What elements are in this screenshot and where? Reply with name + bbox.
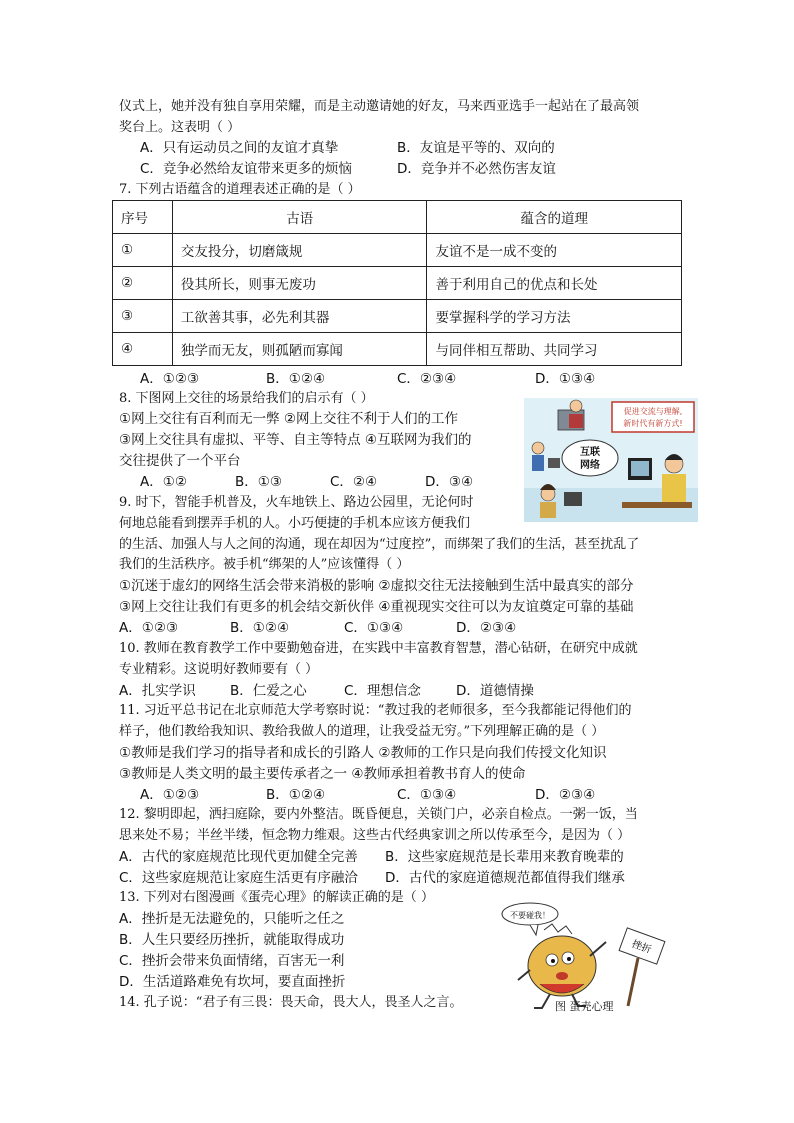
q7-cell-saying: 役其所长，则事无废功 [172,267,427,300]
q8-option-b: B．①③ [235,474,282,490]
q13-option-d: D．生活道路难免有坎坷，要直面挫折 [119,974,346,990]
q9-line-1: 9. 时下，智能手机普及，火车地铁上、路边公园里，无论何时 [119,495,474,510]
q8-option-d: D．③④ [425,474,474,490]
q11-statements-2: ③教师是人类文明的最主要传承者之一 ④教师承担着教书育人的使命 [119,766,526,782]
q8-stem: 8. 下图网上交往的场景给我们的启示有（ ） [119,391,374,406]
q12-option-b: B．这些家庭规范是长辈用来教育晚辈的 [385,849,624,865]
q7-stem: 7. 下列古语蕴含的道理表述正确的是（ ） [119,182,361,197]
q11-line-1: 11. 习近平总书记在北京师范大学考察时说：“教过我的老师很多，至今我都能记得他们的 [119,703,632,718]
table-row [113,267,682,300]
q12-line-2: 思来处不易；半丝半缕，恒念物力维艰。这些古代经典家训之所以传承至今，是因为（ ） [119,828,631,843]
q7-cell-saying: 工欲善其事，必先利其器 [172,300,427,333]
q10-option-b: B．仁爱之心 [230,683,307,699]
q13-option-c: C．挫折会带来负面情绪，百害无一利 [119,953,345,969]
q8-figure-online-communication [524,398,698,522]
q11-option-a: A．①②③ [140,787,200,803]
q7-cell-saying: 交友投分，切磨箴规 [172,234,427,267]
q12-option-a: A．古代的家庭规范比现代更加健全完善 [119,849,358,865]
q10-option-c: C．理想信念 [344,683,421,699]
q12-option-d: D．古代的家庭道德规范都值得我们继承 [385,870,625,886]
q7-header-index: 序号 [113,201,173,234]
q8-figure-cloud-line-2: 网络 [580,460,600,471]
q7-cell-index: ② [113,267,173,300]
q7-cell-meaning: 与同伴相互帮助、共同学习 [427,333,682,366]
q10-line-2: 专业精彩。这说明好教师要有（ ） [119,662,319,677]
q8-figure-banner-line-1: 促进交流与理解, [623,407,683,416]
q8-statements-2: ③网上交往具有虚拟、平等、自主等特点 ④互联网为我们的 [119,432,472,448]
q7-option-b: B．①②④ [266,371,326,387]
q8-statements-1: ①网上交往有百利而无一弊 ②网上交往不利于人们的工作 [119,411,458,427]
q9-option-c: C．①③④ [344,620,404,636]
q9-statements-2: ③网上交往让我们有更多的机会结交新伙伴 ④重视现实交往可以为友谊奠定可靠的基础 [119,599,634,615]
q7-cell-saying: 独学而无友，则孤陋而寡闻 [172,333,427,366]
q9-line-4: 我们的生活秩序。被手机“绑架的人”应该懂得（ ） [119,557,410,572]
q11-line-2: 样子，他们教给我知识、教给我做人的道理，让我受益无穷。”下列理解正确的是（ ） [119,724,605,739]
q7-cell-index: ③ [113,300,173,333]
q14-stem: 14. 孔子说：“君子有三畏：畏天命，畏大人，畏圣人之言。 [119,995,463,1010]
q13-figure-caption: 图 蛋壳心理 [555,1000,614,1013]
q7-table-header [113,201,682,234]
q9-option-d: D．②③④ [456,620,517,636]
q13-option-a: A．挫折是无法避免的，只能听之任之 [119,911,345,927]
table-row [113,234,682,267]
q7-header-saying: 古语 [172,201,427,234]
q10-option-a: A．扎实学识 [119,683,196,699]
q9-option-a: A．①②③ [119,620,179,636]
q9-statements-1: ①沉迷于虚幻的网络生活会带来消极的影响 ②虚拟交往无法接触到生活中最真实的部分 [119,578,634,594]
q7-cell-meaning: 善于利用自己的优点和长处 [427,267,682,300]
q10-line-1: 10. 教师在教育教学工作中要勤勉奋进，在实践中丰富教育智慧，潜心钻研，在研究中成就 [119,641,638,656]
q11-statements-1: ①教师是我们学习的指导者和成长的引路人 ②教师的工作只是向我们传授文化知识 [119,745,607,761]
q11-option-b: B．①②④ [266,787,326,803]
q13-figure-sign: 挫折 [630,938,653,956]
q7-cell-meaning: 要掌握科学的学习方法 [427,300,682,333]
q8-statements-3: 交往提供了一个平台 [119,453,241,469]
q12-option-c: C．这些家庭规范让家庭生活更有序融洽 [119,870,358,886]
q7-table [112,200,682,366]
q7-option-a: A．①②③ [140,371,200,387]
q9-line-3: 的生活、加强人与人之间的沟通，现在却因为“过度控”，而绑架了我们的生活，甚至扰乱了 [119,537,640,552]
q6-stem-line-2: 奖台上。这表明（ ） [119,120,241,135]
q9-option-b: B．①②④ [230,620,290,636]
q7-cell-index: ④ [113,333,173,366]
q6-option-a: A．只有运动员之间的友谊才真挚 [140,140,339,156]
q8-figure-banner-line-2: 新时代有新方式! [623,419,683,428]
q6-option-c: C．竞争必然给友谊带来更多的烦恼 [140,161,352,177]
q12-line-1: 12. 黎明即起，洒扫庭除，要内外整洁。既昏便息，关锁门户，必亲自检点。一粥一饭，当 [119,807,638,822]
q8-option-c: C．②④ [330,474,378,490]
q8-figure-cloud-line-1: 互联 [580,447,600,458]
q7-option-d: D．①③④ [535,371,596,387]
q13-option-b: B．人生只要经历挫折，就能取得成功 [119,932,345,948]
q8-option-a: A．①② [140,474,187,490]
q9-line-2: 何地总能看到摆弄手机的人。小巧便捷的手机本应该方便我们 [119,516,471,531]
q6-option-b: B．友谊是平等的、双向的 [397,140,555,156]
q13-figure-bubble: 不要碰我！ [510,911,550,920]
q7-option-c: C．②③④ [397,371,457,387]
q11-option-c: C．①③④ [397,787,457,803]
q11-option-d: D．②③④ [535,787,596,803]
q7-header-meaning: 蕴含的道理 [427,201,682,234]
q7-cell-index: ① [113,234,173,267]
q13-stem: 13. 下列对右图漫画《蛋壳心理》的解读正确的是（ ） [119,890,434,905]
table-row [113,300,682,333]
q10-option-d: D．道德情操 [456,683,534,699]
q7-cell-meaning: 友谊不是一成不变的 [427,234,682,267]
table-row [113,333,682,366]
q6-stem-line-1: 仪式上，她并没有独自享用荣耀，而是主动邀请她的好友，马来西亚选手一起站在了最高领 [119,99,640,114]
online-communication-illustration [524,398,698,522]
q6-option-d: D．竞争并不必然伤害友谊 [397,161,556,177]
